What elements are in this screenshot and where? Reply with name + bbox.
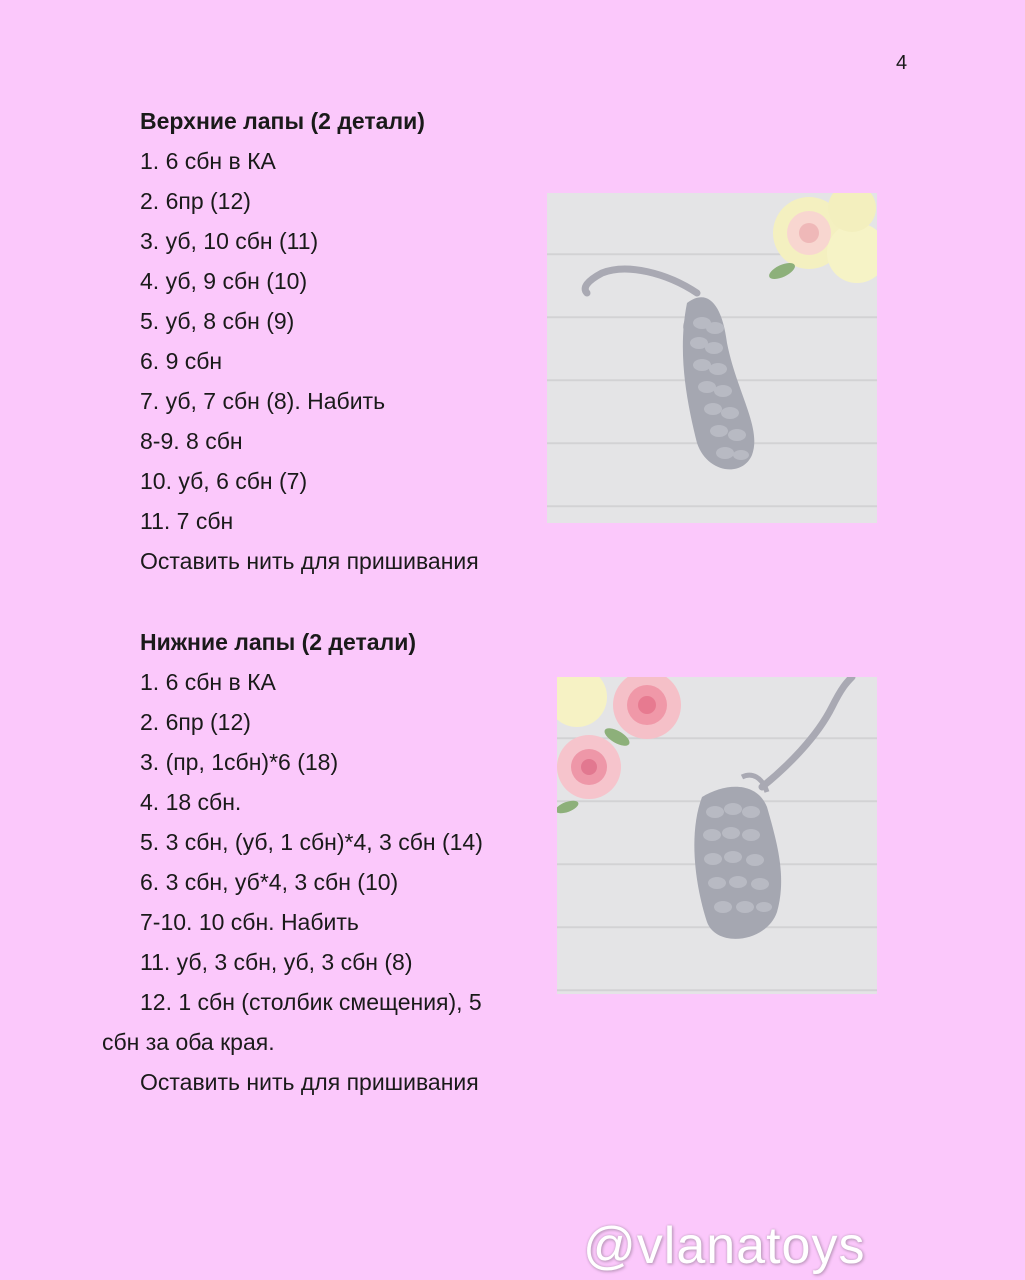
lower-step-3: 3. (пр, 1сбн)*6 (18): [140, 749, 339, 775]
upper-paws-title: Верхние лапы (2 детали): [140, 108, 425, 134]
upper-step-3: 3. уб, 10 сбн (11): [140, 228, 319, 254]
lower-step-2: 2. 6пр (12): [140, 709, 251, 735]
lower-step-6: 6. 3 сбн, уб*4, 3 сбн (10): [140, 869, 399, 895]
upper-paw-illustration: [547, 193, 877, 523]
lower-step-11: 11. уб, 3 сбн, уб, 3 сбн (8): [140, 949, 413, 975]
upper-step-7: 7. уб, 7 сбн (8). Набить: [140, 388, 386, 414]
upper-step-11: 11. 7 сбн: [140, 508, 234, 534]
upper-final-note: Оставить нить для пришивания: [140, 548, 479, 574]
page-number: 4: [896, 52, 908, 74]
lower-step-4: 4. 18 сбн.: [140, 789, 242, 815]
lower-paw-illustration: [557, 677, 877, 994]
upper-step-2: 2. 6пр (12): [140, 188, 251, 214]
lower-step-12-continued: сбн за оба края.: [102, 1029, 275, 1055]
upper-paw-photo: [547, 193, 877, 523]
lower-paws-section: [102, 622, 483, 1102]
lower-paw-photo: [557, 677, 877, 994]
upper-step-4: 4. уб, 9 сбн (10): [140, 268, 308, 294]
lower-paws-title: Нижние лапы (2 детали): [140, 629, 416, 655]
lower-final-note: Оставить нить для пришивания: [140, 1069, 479, 1095]
upper-step-6: 6. 9 сбн: [140, 348, 223, 374]
lower-step-1: 1. 6 сбн в КА: [140, 669, 276, 695]
upper-paws-section: [140, 101, 479, 581]
lower-step-5: 5. 3 сбн, (уб, 1 сбн)*4, 3 сбн (14): [140, 829, 483, 855]
upper-step-10: 10. уб, 6 сбн (7): [140, 468, 308, 494]
lower-step-12: 12. 1 сбн (столбик смещения), 5: [140, 989, 482, 1015]
upper-step-5: 5. уб, 8 сбн (9): [140, 308, 295, 334]
upper-step-1: 1. 6 сбн в КА: [140, 148, 276, 174]
lower-step-7-10: 7-10. 10 сбн. Набить: [140, 909, 359, 935]
watermark: @vlanatoys: [583, 1217, 866, 1275]
upper-step-8-9: 8-9. 8 сбн: [140, 428, 243, 454]
